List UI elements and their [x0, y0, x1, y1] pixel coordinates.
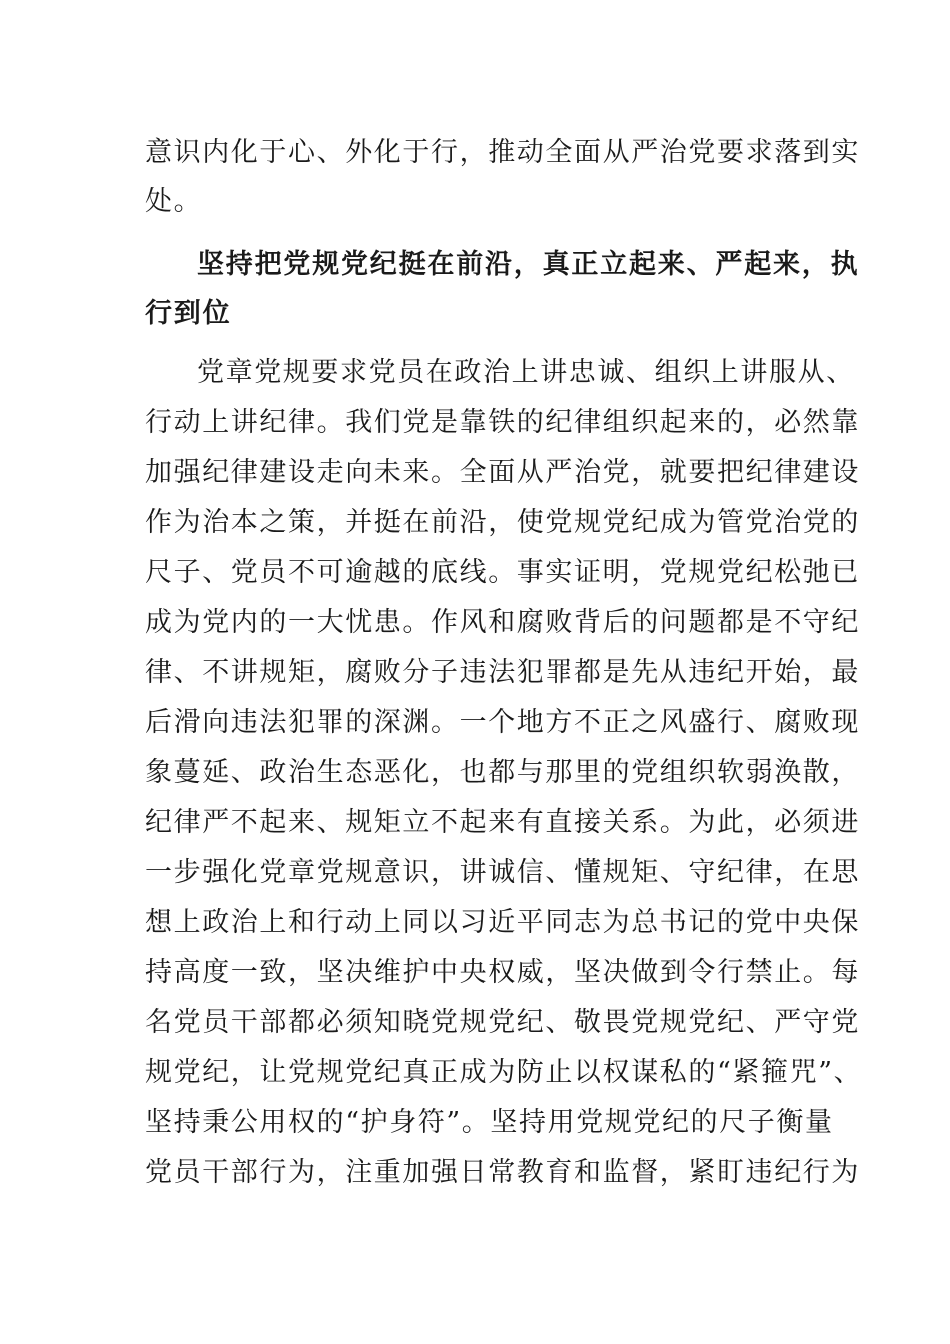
- paragraph-line: 尺子、党员不可逾越的底线。事实证明，党规党纪松弛已: [145, 557, 860, 588]
- paragraph-line: 象蔓延、政治生态恶化，也都与那里的党组织软弱涣散，: [145, 757, 860, 788]
- paragraph-line: 党员干部行为，注重加强日常教育和监督，紧盯违纪行为: [145, 1157, 860, 1188]
- paragraph-line: 律、不讲规矩，腐败分子违法犯罪都是先从违纪开始，最: [145, 657, 860, 688]
- paragraph-line: 行动上讲纪律。我们党是靠铁的纪律组织起来的，必然靠: [145, 407, 860, 438]
- section-heading-line: 行到位: [145, 298, 232, 329]
- paragraph-line: 一步强化党章党规意识，讲诚信、懂规矩、守纪律，在思: [145, 857, 860, 888]
- paragraph-line: 处。: [145, 186, 203, 217]
- paragraph-line: 规党纪，让党规党纪真正成为防止以权谋私的“紧箍咒”、: [145, 1057, 863, 1088]
- paragraph-line: 想上政治上和行动上同以习近平同志为总书记的党中央保: [145, 907, 860, 938]
- paragraph-line: 后滑向违法犯罪的深渊。一个地方不正之风盛行、腐败现: [145, 707, 860, 738]
- section-heading-line: 坚持把党规党纪挺在前沿，真正立起来、严起来，执: [197, 249, 860, 280]
- paragraph-line: 名党员干部都必须知晓党规党纪、敬畏党规党纪、严守党: [145, 1007, 860, 1038]
- paragraph-line: 党章党规要求党员在政治上讲忠诚、组织上讲服从、: [197, 357, 855, 388]
- paragraph-line: 坚持秉公用权的“护身符”。坚持用党规党纪的尺子衡量: [145, 1107, 834, 1138]
- paragraph-line: 意识内化于心、外化于行，推动全面从严治党要求落到实: [145, 137, 860, 168]
- paragraph-line: 作为治本之策，并挺在前沿，使党规党纪成为管党治党的: [145, 507, 860, 538]
- paragraph-line: 纪律严不起来、规矩立不起来有直接关系。为此，必须进: [145, 807, 860, 838]
- paragraph-line: 加强纪律建设走向未来。全面从严治党，就要把纪律建设: [145, 457, 860, 488]
- paragraph-line: 持高度一致，坚决维护中央权威，坚决做到令行禁止。每: [145, 957, 860, 988]
- paragraph-line: 成为党内的一大忧患。作风和腐败背后的问题都是不守纪: [145, 607, 860, 638]
